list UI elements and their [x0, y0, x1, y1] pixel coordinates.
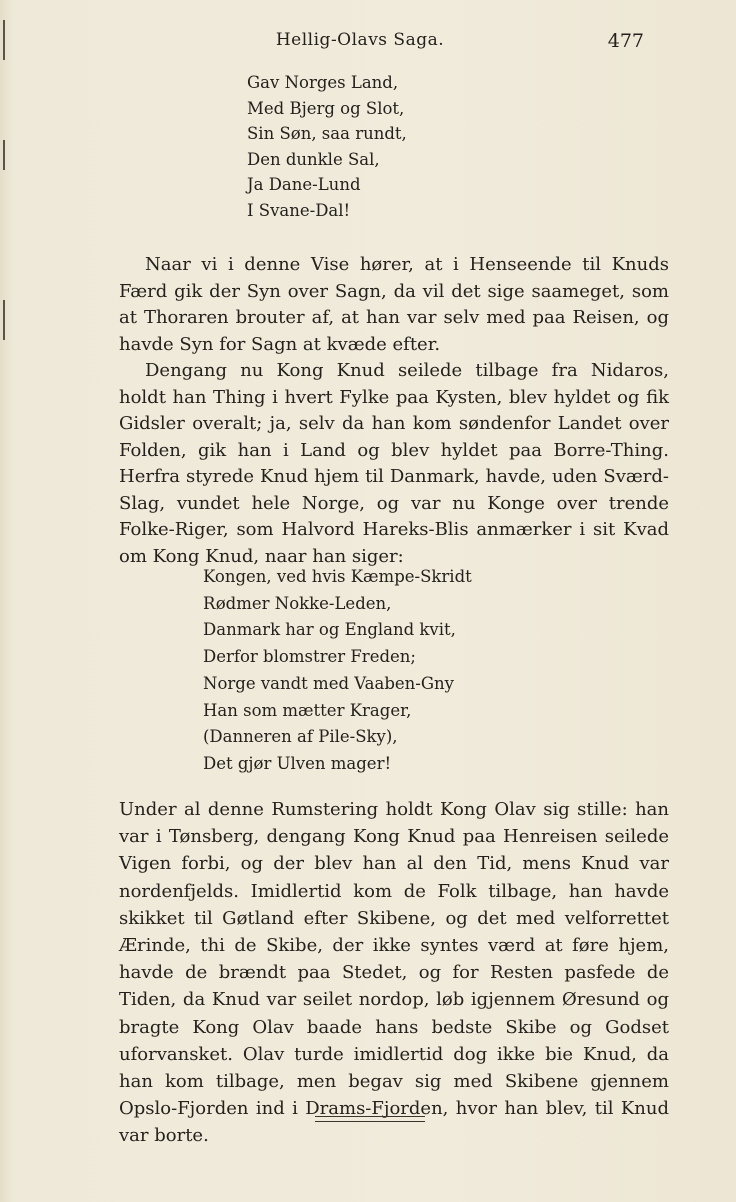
verse-line: Den dunkle Sal, — [247, 149, 380, 169]
verse-line: Ja Dane-Lund — [247, 175, 361, 195]
verse-line: Norge vandt med Vaaben-Gny — [203, 673, 455, 693]
verse-line: Derfor blomstrer Freden; — [203, 647, 416, 667]
page-edge-mark — [3, 300, 5, 340]
verse-stanza-one — [247, 70, 407, 224]
paragraph: Naar vi i denne Vise hører, at i Henseende til Knuds Færd gik der Syn over Sagn, da vil det sige saameget, som at Thoraren brouter af, at han var selv med paa Reisen, og havde Syn for Sagn at kvæde efter. — [119, 254, 669, 355]
running-title: Hellig-Olavs Saga. — [275, 30, 445, 50]
prose-block-two — [119, 796, 669, 1150]
verse-line: Rødmer Nokke-Leden, — [203, 593, 392, 613]
verse-line: Han som mætter Krager, — [203, 700, 412, 720]
end-rule — [315, 1116, 425, 1122]
paragraph: Under al denne Rumstering holdt Kong Olav sig stille: han var i Tønsberg, dengang Kong Knud paa Henreisen seilede Vigen forbi, og der blev han al den Tid, mens Knud var nordenfjelds. Imidlertid kom de Folk tilbage, han havde skikket til Gøtland efter Skibene, og det med velforrettet Ærinde, thi de Skibe, der ikke syntes værd at føre hjem, havde de brændt paa Stedet, og for Resten pasfede de Tiden, da Knud var seilet nordop, løb igjennem Øresund og bragte Kong Olav baade hans bedste Skibe og Godset uforvansket. Olav turde imidlertid dog ikke bie Knud, da han kom tilbage, men begav sig med Skibene gjennem Opslo-Fjorden ind i Drams-Fjorden, hvor han blev, til Knud var borte. — [119, 799, 669, 1147]
verse-line: Gav Norges Land, — [247, 73, 399, 92]
verse-line: Kongen, ved hvis Kæmpe-Skridt — [203, 567, 472, 586]
verse-line: Sin Søn, saa rundt, — [247, 124, 407, 144]
verse-line: I Svane-Dal! — [247, 200, 351, 220]
verse-line: (Danneren af Pile-Sky), — [203, 727, 398, 747]
paragraph: Dengang nu Kong Knud seilede tilbage fra Nidaros, holdt han Thing i hvert Fylke paa Kysten, blev hyldet og fik Gidsler overalt; ja, selv da han kom søndenfor Landet over Folden, gik han i Land og blev hyldet paa Borre-Thing. Herfra styrede Knud hjem til Danmark, havde, uden Sværd-Slag, vundet hele Norge, og var nu Konge over trende Folke-Riger, som Halvord Hareks-Blis anmærker i sit Kvad om Kong Knud, naar han siger: — [119, 360, 669, 567]
verse-line: Med Bjerg og Slot, — [247, 98, 405, 118]
verse-line: Danmark har og England kvit, — [203, 620, 456, 640]
page-edge-mark — [3, 140, 5, 170]
prose-block-one — [119, 252, 669, 570]
page-header — [0, 30, 736, 54]
verse-line: Det gjør Ulven mager! — [203, 753, 392, 773]
page-number: 477 — [607, 30, 644, 52]
verse-stanza-two — [203, 564, 472, 778]
